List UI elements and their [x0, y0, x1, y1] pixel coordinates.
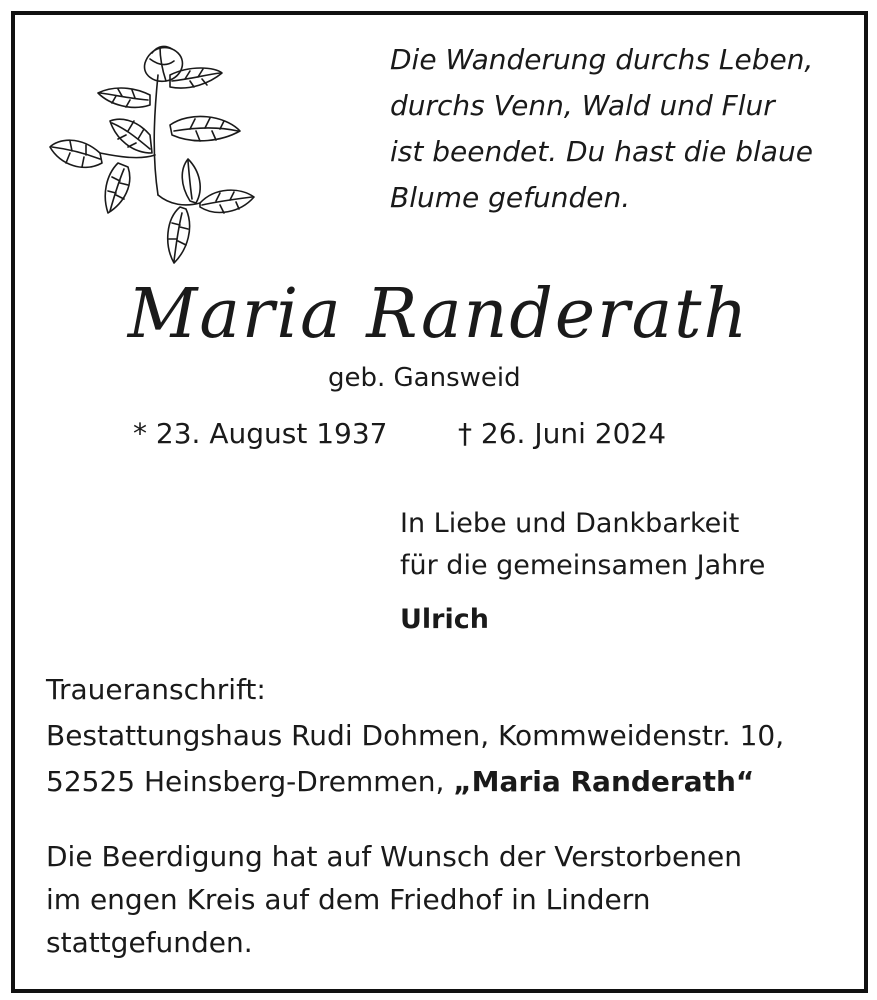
funeral-line: Die Beerdigung hat auf Wunsch der Verstorbenen	[46, 840, 742, 873]
address-city: 52525 Heinsberg-Dremmen,	[46, 765, 454, 798]
funeral-line: im engen Kreis auf dem Friedhof in Lindern	[46, 883, 651, 916]
poem-line: ist beendet. Du hast die blaue	[390, 135, 813, 168]
birth-date: * 23. August 1937	[133, 417, 388, 450]
dedication-line: In Liebe und Dankbarkeit	[400, 508, 740, 539]
funeral-note	[46, 835, 742, 964]
address-line	[46, 759, 784, 805]
flower-branch-icon	[40, 35, 260, 275]
poem-line: Die Wanderung durchs Leben,	[390, 43, 814, 76]
dedication-line: für die gemeinsamen Jahre	[400, 550, 766, 581]
signer-name: Ulrich	[400, 604, 489, 635]
maiden-name: geb. Gansweid	[328, 363, 521, 393]
deceased-name: Maria Randerath	[127, 275, 750, 354]
memorial-poem	[390, 37, 813, 221]
address-line: Bestattungshaus Rudi Dohmen, Kommweidenstr. 10,	[46, 719, 785, 752]
poem-line: durchs Venn, Wald und Flur	[390, 89, 775, 122]
address-reference: „Maria Randerath“	[453, 765, 755, 798]
dedication	[400, 503, 765, 587]
condolence-address	[46, 667, 784, 805]
poem-line: Blume gefunden.	[390, 181, 631, 214]
death-date: † 26. Juni 2024	[458, 417, 667, 450]
address-heading: Traueranschrift:	[46, 673, 266, 706]
funeral-line: stattgefunden.	[46, 926, 253, 959]
